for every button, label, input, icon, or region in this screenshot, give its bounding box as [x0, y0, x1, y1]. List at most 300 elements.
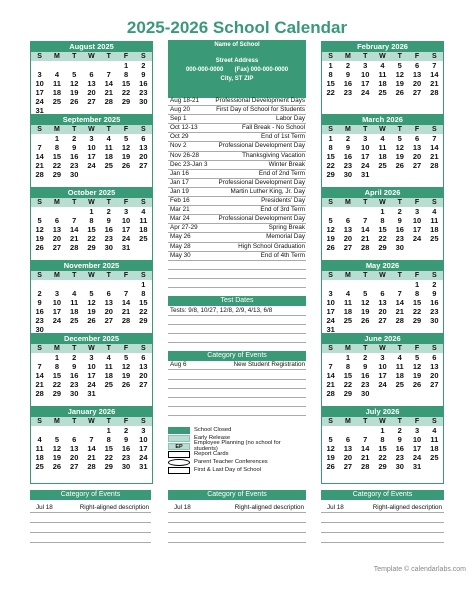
day-cell: 6 — [72, 435, 77, 444]
week-row — [31, 70, 152, 79]
day-cell: 25 — [52, 97, 62, 106]
day-cell: 23 — [343, 161, 353, 170]
day-cell: 31 — [412, 462, 422, 471]
event-date: Oct 12-13 — [170, 124, 198, 132]
day-cell: 26 — [35, 243, 44, 252]
day-cell: 3 — [328, 289, 333, 298]
blank-line — [168, 415, 306, 416]
day-header-row — [31, 417, 152, 426]
day-cell — [66, 280, 83, 289]
event-row — [168, 161, 306, 170]
week-row — [322, 353, 443, 362]
day-cell: 7 — [432, 61, 437, 70]
day-cell: 19 — [52, 453, 62, 462]
day-cell: 1 — [380, 426, 385, 435]
day-cell: 3 — [123, 207, 129, 216]
day-cell: 20 — [52, 234, 62, 243]
day-cell: 30 — [70, 170, 79, 179]
day-cell: 5 — [328, 435, 333, 444]
day-header: T — [363, 199, 368, 206]
day-header: F — [123, 53, 129, 60]
day-cell: 27 — [52, 243, 62, 252]
day-cell: 8 — [54, 362, 59, 371]
day-cell: 7 — [397, 289, 402, 298]
day-cell: 16 — [139, 79, 148, 88]
day-cell: 4 — [432, 207, 437, 216]
event-date: Oct 29 — [170, 133, 189, 141]
week-row — [31, 225, 152, 234]
event-row — [168, 152, 306, 161]
day-header: W — [379, 199, 386, 206]
month-calendar — [30, 114, 153, 192]
day-cell: 10 — [412, 216, 422, 225]
day-cell: 18 — [430, 225, 439, 234]
event-row-empty — [168, 261, 306, 270]
day-cell: 16 — [70, 371, 79, 380]
category-mid-list — [168, 361, 306, 370]
day-cell: 4 — [106, 353, 111, 362]
day-header: S — [328, 345, 333, 352]
day-cell: 11 — [104, 362, 113, 371]
day-header-row — [322, 417, 443, 426]
day-cell: 5 — [363, 289, 368, 298]
day-cell: 10 — [326, 298, 335, 307]
day-cell: 8 — [345, 362, 350, 371]
day-cell: 5 — [37, 216, 42, 225]
day-cell: 18 — [104, 371, 113, 380]
day-header: S — [431, 345, 437, 352]
week-row — [31, 426, 152, 435]
day-cell: 28 — [121, 316, 131, 325]
day-cell — [408, 389, 425, 398]
day-cell: 19 — [70, 88, 79, 97]
day-cell: 17 — [121, 225, 131, 234]
week-row — [31, 462, 152, 471]
day-cell: 7 — [363, 216, 368, 225]
day-header: W — [88, 53, 95, 60]
day-cell: 15 — [52, 152, 62, 161]
day-cell: 27 — [139, 161, 148, 170]
day-cell: 14 — [326, 371, 335, 380]
day-cell: 5 — [89, 289, 94, 298]
day-cell: 27 — [412, 88, 422, 97]
day-cell: 16 — [343, 79, 353, 88]
day-cell: 12 — [326, 225, 335, 234]
day-header: T — [397, 199, 402, 206]
month-title: March 2026 — [322, 115, 443, 125]
day-cell: 9 — [363, 362, 368, 371]
legend-swatch — [168, 451, 190, 458]
day-cell: 23 — [395, 453, 404, 462]
blank-line — [168, 379, 306, 380]
day-cell — [83, 170, 100, 179]
legend-item — [168, 458, 306, 466]
day-cell: 30 — [121, 462, 131, 471]
day-header: T — [397, 53, 402, 60]
day-header: T — [363, 53, 368, 60]
day-header-row — [322, 198, 443, 207]
day-header: S — [431, 199, 437, 206]
day-cell: 10 — [361, 70, 370, 79]
blank-line — [168, 522, 306, 523]
day-cell: 14 — [430, 143, 439, 152]
school-street: Street Address — [215, 58, 259, 64]
day-header: F — [414, 199, 420, 206]
event-text: Professional Development Day — [218, 142, 305, 150]
day-cell: 24 — [361, 88, 370, 97]
day-cell: 14 — [87, 444, 96, 453]
event-date: Dec 23-Jan 3 — [170, 160, 208, 168]
day-cell: 3 — [380, 353, 385, 362]
month-calendar — [30, 260, 153, 338]
week-row — [31, 207, 152, 216]
month-title: January 2026 — [31, 407, 152, 417]
day-cell: 12 — [361, 298, 370, 307]
day-cell: 4 — [345, 289, 350, 298]
day-cell — [426, 170, 443, 179]
day-cell: 24 — [121, 234, 131, 243]
day-header: S — [431, 418, 437, 425]
day-header-row — [31, 52, 152, 61]
day-cell: 16 — [70, 152, 79, 161]
day-cell: 16 — [121, 444, 131, 453]
week-row — [31, 389, 152, 398]
day-cell: 9 — [106, 216, 111, 225]
day-cell: 16 — [343, 152, 353, 161]
day-cell: 30 — [70, 389, 79, 398]
day-header: T — [72, 53, 77, 60]
day-cell: 28 — [430, 88, 439, 97]
blank-line — [168, 388, 306, 389]
day-cell: 10 — [361, 143, 370, 152]
day-cell: 19 — [361, 307, 370, 316]
day-cell: 19 — [395, 152, 404, 161]
month-calendar — [30, 333, 153, 411]
school-fax: (Fax) 000-000-0000 — [234, 67, 289, 73]
day-cell: 15 — [326, 79, 335, 88]
day-cell: 11 — [430, 216, 439, 225]
day-cell: 25 — [378, 88, 387, 97]
day-cell — [83, 61, 100, 70]
day-cell — [322, 207, 339, 216]
day-header: T — [72, 345, 77, 352]
day-cell: 15 — [139, 298, 148, 307]
day-cell: 20 — [139, 371, 148, 380]
event-date: Jan 19 — [170, 187, 189, 195]
footer-credit: Template © calendarlabs.com — [373, 566, 466, 573]
day-cell: 8 — [54, 143, 59, 152]
day-cell: 26 — [121, 161, 131, 170]
day-cell — [31, 280, 48, 289]
day-cell: 12 — [412, 362, 422, 371]
day-cell: 31 — [35, 106, 44, 115]
day-cell: 25 — [430, 453, 439, 462]
event-date: May 30 — [170, 251, 191, 259]
day-cell: 5 — [123, 353, 129, 362]
day-cell: 30 — [430, 316, 439, 325]
day-header: F — [414, 53, 420, 60]
day-header: S — [140, 418, 146, 425]
day-cell: 14 — [395, 298, 404, 307]
day-cell: 26 — [326, 462, 335, 471]
day-cell: 17 — [87, 371, 96, 380]
day-cell: 5 — [414, 353, 420, 362]
day-cell: 24 — [52, 316, 62, 325]
day-cell: 16 — [104, 225, 113, 234]
week-row — [31, 88, 152, 97]
legend-label: Report Cards — [194, 451, 229, 457]
month-calendar — [321, 41, 444, 119]
week-row — [31, 280, 152, 289]
school-phone: 000-000-0000 — [185, 67, 224, 73]
day-cell — [426, 471, 443, 480]
event-row — [168, 142, 306, 151]
day-cell: 2 — [72, 134, 77, 143]
day-cell: 28 — [35, 389, 44, 398]
day-cell: 2 — [363, 353, 368, 362]
month-title: October 2025 — [31, 188, 152, 198]
school-info-box — [168, 40, 306, 98]
day-header: M — [345, 418, 351, 425]
day-cell: 28 — [35, 170, 44, 179]
event-row — [168, 197, 306, 206]
week-row — [31, 307, 152, 316]
day-cell — [426, 243, 443, 252]
day-cell — [117, 280, 134, 289]
day-cell: 29 — [52, 170, 62, 179]
day-header: S — [431, 53, 437, 60]
school-name: Name of School — [214, 42, 260, 48]
week-row — [31, 243, 152, 252]
day-cell: 13 — [52, 225, 62, 234]
day-cell: 17 — [87, 152, 96, 161]
day-cell: 27 — [87, 97, 96, 106]
day-cell: 18 — [378, 79, 387, 88]
day-cell: 25 — [139, 234, 148, 243]
day-cell: 29 — [104, 462, 113, 471]
day-cell: 29 — [121, 97, 131, 106]
day-header-row — [31, 198, 152, 207]
day-cell: 11 — [70, 298, 79, 307]
day-cell — [339, 207, 356, 216]
blank-line — [30, 512, 151, 513]
day-header: F — [123, 199, 129, 206]
day-cell: 5 — [72, 70, 77, 79]
day-header: S — [37, 418, 42, 425]
blank-line — [168, 397, 306, 398]
day-cell: 24 — [87, 161, 96, 170]
day-header: S — [431, 272, 437, 279]
legend-label: Parent Teacher Conferences — [194, 459, 268, 465]
day-cell: 14 — [35, 371, 44, 380]
day-cell: 23 — [139, 88, 148, 97]
day-cell: 13 — [139, 143, 148, 152]
day-cell: 24 — [412, 234, 422, 243]
event-date: Sep 1 — [170, 115, 187, 123]
day-cell: 8 — [380, 435, 385, 444]
day-header: M — [345, 345, 351, 352]
day-cell: 4 — [72, 289, 77, 298]
day-cell — [117, 170, 134, 179]
day-cell: 30 — [361, 389, 370, 398]
day-cell: 20 — [104, 307, 113, 316]
event-text: End of 2nd Term — [258, 169, 305, 177]
day-cell: 14 — [121, 298, 131, 307]
day-cell: 26 — [326, 243, 335, 252]
day-cell — [117, 389, 134, 398]
day-header: W — [379, 272, 386, 279]
event-text: Professional Development Day — [218, 215, 305, 223]
day-cell: 23 — [70, 161, 79, 170]
day-cell: 3 — [89, 353, 94, 362]
day-cell: 27 — [343, 243, 353, 252]
day-cell — [31, 426, 48, 435]
day-cell: 7 — [37, 362, 42, 371]
week-row — [322, 97, 443, 106]
day-cell: 27 — [70, 462, 79, 471]
event-date: Aug 18-21 — [170, 97, 200, 104]
day-cell: 2 — [72, 353, 77, 362]
day-cell — [31, 353, 48, 362]
day-cell: 25 — [35, 462, 44, 471]
day-header: W — [88, 199, 95, 206]
day-cell: 14 — [361, 225, 370, 234]
day-cell: 8 — [106, 435, 111, 444]
week-row — [322, 371, 443, 380]
day-header: M — [54, 418, 60, 425]
week-row — [31, 435, 152, 444]
day-header: T — [106, 272, 111, 279]
legend-swatch — [168, 443, 190, 450]
day-cell: 25 — [430, 234, 439, 243]
blank-line — [30, 522, 151, 523]
day-cell: 15 — [326, 152, 335, 161]
day-cell: 7 — [123, 289, 129, 298]
day-cell: 18 — [52, 88, 62, 97]
month-title: June 2026 — [322, 334, 443, 344]
blank-line — [168, 512, 306, 513]
day-cell: 14 — [361, 444, 370, 453]
month-calendar — [321, 333, 444, 411]
day-cell — [357, 471, 374, 480]
day-cell: 30 — [395, 243, 404, 252]
day-cell: 3 — [54, 289, 59, 298]
day-cell: 5 — [123, 134, 129, 143]
day-cell: 9 — [345, 70, 350, 79]
day-cell: 21 — [326, 380, 335, 389]
day-cell: 9 — [72, 143, 77, 152]
day-cell: 18 — [378, 152, 387, 161]
day-cell: 4 — [141, 207, 146, 216]
day-cell — [100, 170, 117, 179]
day-cell: 10 — [87, 143, 96, 152]
week-row — [322, 426, 443, 435]
event-row — [168, 224, 306, 233]
day-cell: 6 — [141, 353, 146, 362]
day-cell: 22 — [104, 453, 113, 462]
legend-swatch — [168, 459, 190, 466]
day-header: W — [379, 345, 386, 352]
day-cell: 6 — [106, 289, 111, 298]
day-header: F — [414, 345, 420, 352]
event-text: Memorial Day — [266, 233, 305, 241]
day-cell: 13 — [104, 298, 113, 307]
day-cell: 6 — [432, 353, 437, 362]
week-row — [322, 170, 443, 179]
day-cell: 25 — [70, 316, 79, 325]
day-cell: 5 — [54, 435, 59, 444]
day-cell: 1 — [123, 61, 129, 70]
event-row — [168, 206, 306, 215]
event-date: Apr 27-29 — [170, 224, 198, 232]
day-header: S — [328, 272, 333, 279]
day-cell — [374, 97, 391, 106]
day-cell: 11 — [430, 435, 439, 444]
day-cell: 11 — [395, 362, 404, 371]
day-cell: 26 — [87, 316, 96, 325]
events-list — [168, 97, 306, 297]
day-cell: 9 — [123, 435, 129, 444]
event-date: Feb 16 — [170, 197, 190, 205]
day-cell: 22 — [87, 234, 96, 243]
day-header: F — [414, 418, 420, 425]
event-row — [168, 106, 306, 115]
day-cell: 29 — [378, 462, 387, 471]
day-header: T — [397, 345, 402, 352]
day-header-row — [322, 52, 443, 61]
day-cell: 10 — [87, 362, 96, 371]
day-header: F — [123, 418, 129, 425]
event-row — [168, 179, 306, 188]
day-cell: 7 — [37, 143, 42, 152]
blank-line — [321, 542, 444, 543]
day-cell: 25 — [378, 161, 387, 170]
day-cell: 15 — [104, 444, 113, 453]
month-calendar — [321, 187, 444, 265]
month-calendar — [321, 114, 444, 192]
day-cell: 11 — [378, 143, 387, 152]
day-cell: 25 — [343, 316, 353, 325]
day-cell: 6 — [141, 134, 146, 143]
category-header: Category of Events — [321, 490, 444, 500]
day-cell: 4 — [380, 134, 385, 143]
day-cell — [31, 61, 48, 70]
day-cell: 22 — [378, 234, 387, 243]
legend-item — [168, 442, 306, 450]
blank-line — [168, 333, 306, 334]
week-row — [322, 70, 443, 79]
day-cell — [48, 471, 65, 480]
day-header: T — [106, 199, 111, 206]
day-cell — [83, 426, 100, 435]
day-cell: 19 — [121, 371, 131, 380]
day-cell: 13 — [430, 362, 439, 371]
day-header: M — [54, 53, 60, 60]
day-cell: 12 — [52, 444, 62, 453]
day-header: S — [140, 272, 146, 279]
month-calendar — [321, 406, 444, 484]
week-row — [31, 216, 152, 225]
test-dates-text: Tests: 9/8, 10/27, 12/8, 2/9, 4/13, 6/8 — [170, 307, 273, 314]
day-header: T — [363, 272, 368, 279]
day-cell — [31, 471, 48, 480]
legend-label: First & Last Day of School — [194, 467, 262, 473]
day-cell: 13 — [70, 444, 79, 453]
blank-line — [168, 315, 306, 316]
day-header: S — [431, 126, 437, 133]
day-header: W — [379, 418, 386, 425]
day-cell: 1 — [54, 353, 59, 362]
